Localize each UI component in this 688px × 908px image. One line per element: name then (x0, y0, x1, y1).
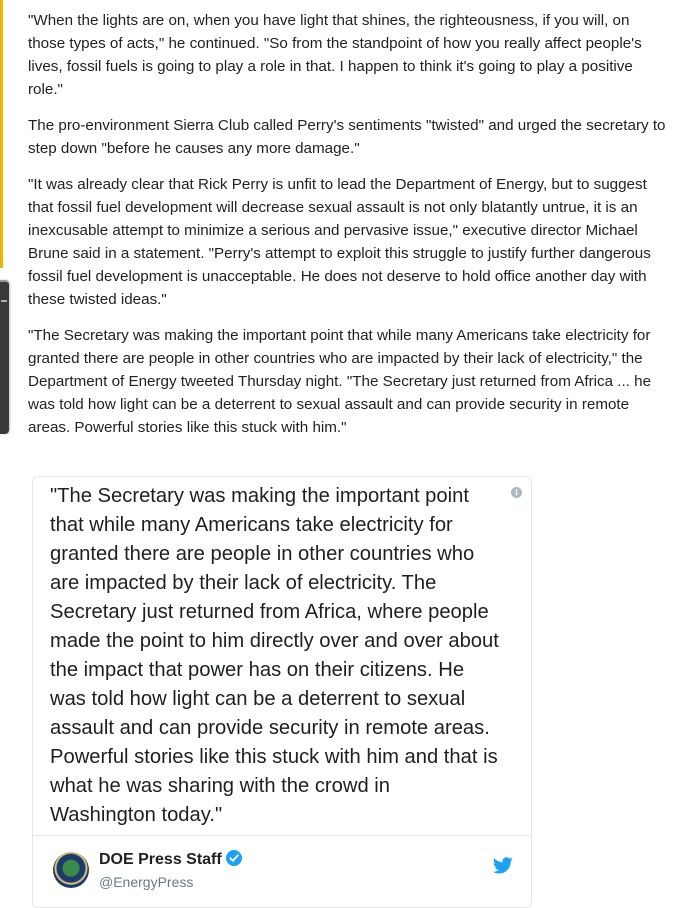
tweet-author-name-row[interactable] (99, 850, 242, 870)
article-accent-bar (0, 0, 3, 268)
article-paragraph-2: The pro-environment Sierra Club called Perry's sentiments "twisted" and urged the secretary to step down "before he causes any more damage." (28, 117, 666, 157)
doe-seal-avatar[interactable] (53, 852, 89, 888)
article-paragraph-1: "When the lights are on, when you have light that shines, the righteousness, if you will, on those types of acts," he continued. "So from the standpoint of how you really affect people's lives, fossil fuels is going to play a role in that. I happen to think it's going to play a positive role." (28, 12, 642, 98)
article-body (28, 9, 668, 452)
tweet-text: "The Secretary was making the important point that while many Americans take electricity for granted there are people in other countries who are impacted by their lack of electricity. The Secretary just returned from Africa, where people made the point to him directly over and over about the impact that power has on their citizens. He was told how light can be a deterrent to sexual assault and can provide security in remote areas. Powerful stories like this stuck with him and that is what he was sharing with the crowd in Washington today." (50, 485, 499, 826)
embedded-tweet[interactable] (32, 476, 532, 908)
verified-badge-icon (226, 850, 242, 866)
tweet-author-handle[interactable]: @EnergyPress (99, 874, 194, 890)
side-panel-tab[interactable] (0, 280, 9, 434)
side-tab-grip (1, 300, 7, 302)
article-paragraph-3: "It was already clear that Rick Perry is unfit to lead the Department of Energy, but to suggest that fossil fuel development will decrease sexual assault is not only blatantly untrue, it is an inexcusable attempt to minimize a serious and pervasive issue," executive director Michael Brune said in a statement. "Perry's attempt to exploit this struggle to justify further dangerous fossil fuel development is unacceptable. He does not deserve to hold office another day with these twisted ideas." (28, 176, 651, 308)
tweet-divider (33, 835, 531, 836)
twitter-bird-icon[interactable] (493, 857, 513, 874)
info-icon[interactable] (511, 487, 522, 498)
tweet-author[interactable] (53, 849, 513, 893)
tweet-author-name[interactable]: DOE Press Staff (99, 851, 222, 868)
article-paragraph-4: "The Secretary was making the important point that while many Americans take electricity for granted there are people in other countries who are impacted by their lack of electricity," the Department of Energy tweeted Thursday night. "The Secretary just returned from Africa ... he was told how light can be a deterrent to sexual assault and can provide security in remote areas. Powerful stories like this stuck with him." (28, 327, 652, 436)
